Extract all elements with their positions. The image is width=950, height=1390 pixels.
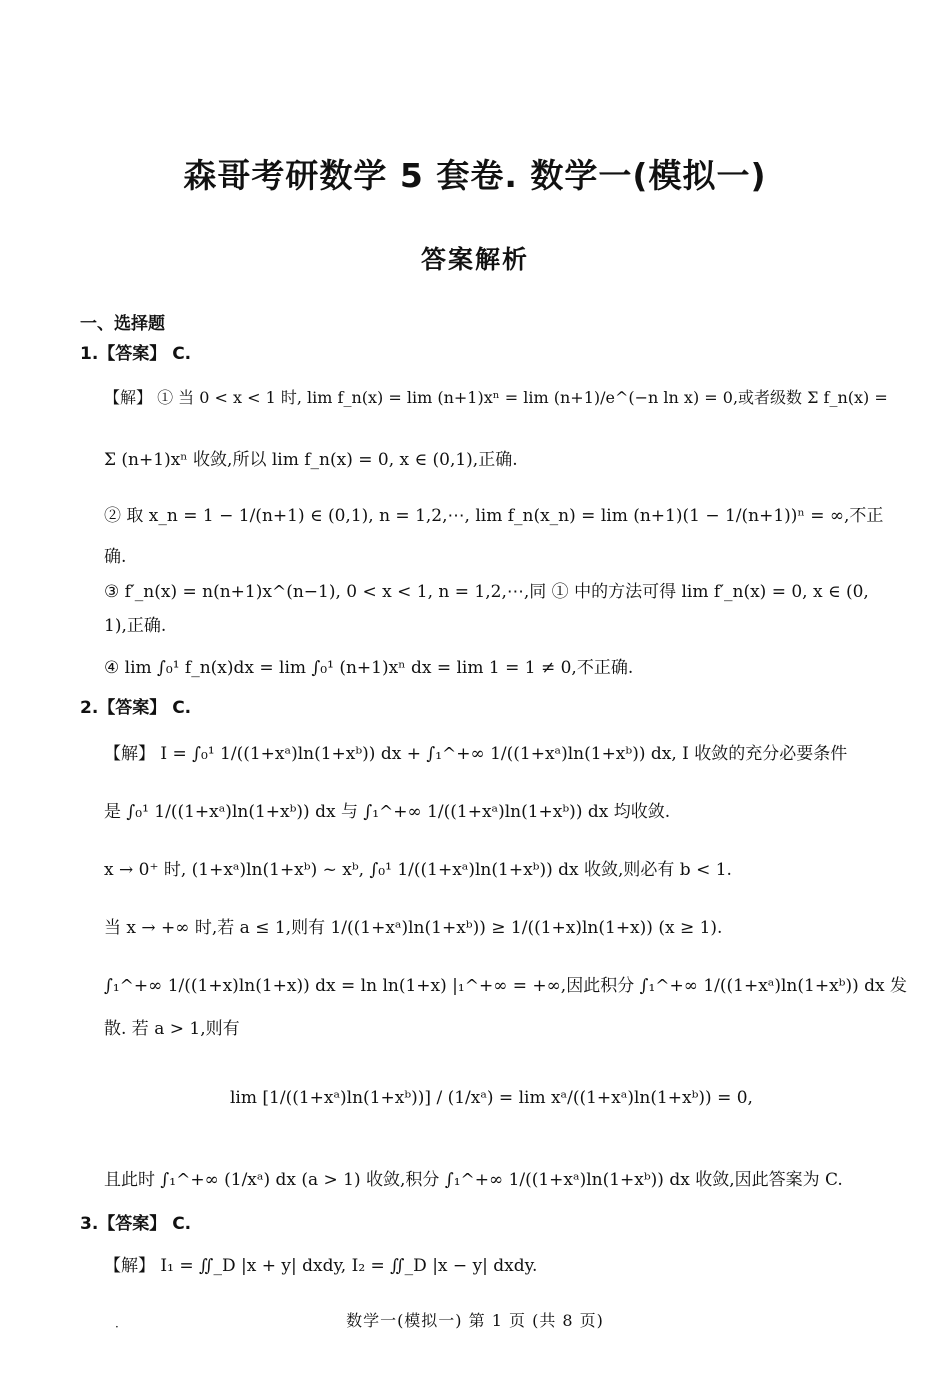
page-footer: 数学一(模拟一) 第 1 页 (共 8 页) (346, 1311, 604, 1330)
q1-solution-line: ③ f′_n(x) = n(n+1)x^(n−1), 0 < x < 1, n = 1,2,⋯,同 ① 中的方法可得 lim f′_n(x) = 0, x ∈ (0, (104, 582, 869, 602)
q1-solution-line: ② 取 x_n = 1 − 1/(n+1) ∈ (0,1), n = 1,2,⋯, lim f_n(x_n) = lim (n+1)(1 − 1/(n+1))ⁿ = ∞,不正 (104, 506, 884, 526)
q1-answer-heading: 1.【答案】 C. (80, 344, 192, 364)
q2-solution-line: ∫₁^+∞ 1/((1+x)ln(1+x)) dx = ln ln(1+x) |₁^+∞ = +∞,因此积分 ∫₁^+∞ 1/((1+xᵃ)ln(1+xᵇ)) dx 发 (104, 976, 907, 996)
q1-solution-line: 1),正确. (104, 616, 167, 636)
q2-solution-line: 散. 若 a > 1,则有 (104, 1019, 240, 1039)
q3-solution-line: 【解】 I₁ = ∬_D |x + y| dxdy, I₂ = ∬_D |x − y| dxdy. (104, 1256, 538, 1276)
q2-solution-line: 当 x → +∞ 时,若 a ≤ 1,则有 1/((1+xᵃ)ln(1+xᵇ)) ≥ 1/((1+x)ln(1+x)) (x ≥ 1). (104, 918, 723, 938)
q3-answer-heading: 3.【答案】 C. (80, 1214, 192, 1234)
document-title: 森哥考研数学 5 套卷. 数学一(模拟一) (183, 156, 767, 195)
q1-solution-line: ④ lim ∫₀¹ f_n(x)dx = lim ∫₀¹ (n+1)xⁿ dx = lim 1 = 1 ≠ 0,不正确. (104, 658, 634, 678)
q1-solution-line: 【解】 ① 当 0 < x < 1 时, lim f_n(x) = lim (n+1)xⁿ = lim (n+1)/e^(−n ln x) = 0,或者级数 Σ f_n(x) = (104, 388, 888, 407)
q2-answer-heading: 2.【答案】 C. (80, 698, 192, 718)
q1-solution-line: 确. (104, 547, 127, 567)
q2-solution-line: 是 ∫₀¹ 1/((1+xᵃ)ln(1+xᵇ)) dx 与 ∫₁^+∞ 1/((1+xᵃ)ln(1+xᵇ)) dx 均收敛. (104, 802, 671, 822)
q2-display-equation: lim [1/((1+xᵃ)ln(1+xᵇ))] / (1/xᵃ) = lim xᵃ/((1+xᵃ)ln(1+xᵇ)) = 0, (230, 1088, 753, 1108)
document-subtitle: 答案解析 (420, 245, 529, 274)
q2-solution-line: 【解】 I = ∫₀¹ 1/((1+xᵃ)ln(1+xᵇ)) dx + ∫₁^+∞ 1/((1+xᵃ)ln(1+xᵇ)) dx, I 收敛的充分必要条件 (104, 744, 848, 764)
q1-solution-line: Σ (n+1)xⁿ 收敛,所以 lim f_n(x) = 0, x ∈ (0,1),正确. (104, 450, 518, 470)
q2-solution-line: 且此时 ∫₁^+∞ (1/xᵃ) dx (a > 1) 收敛,积分 ∫₁^+∞ 1/((1+xᵃ)ln(1+xᵇ)) dx 收敛,因此答案为 C. (104, 1170, 843, 1190)
section-heading: 一、选择题 (80, 314, 165, 334)
q2-solution-line: x → 0⁺ 时, (1+xᵃ)ln(1+xᵇ) ~ xᵇ, ∫₀¹ 1/((1+xᵃ)ln(1+xᵇ)) dx 收敛,则必有 b < 1. (104, 860, 732, 880)
scan-speck: · (115, 1320, 119, 1334)
